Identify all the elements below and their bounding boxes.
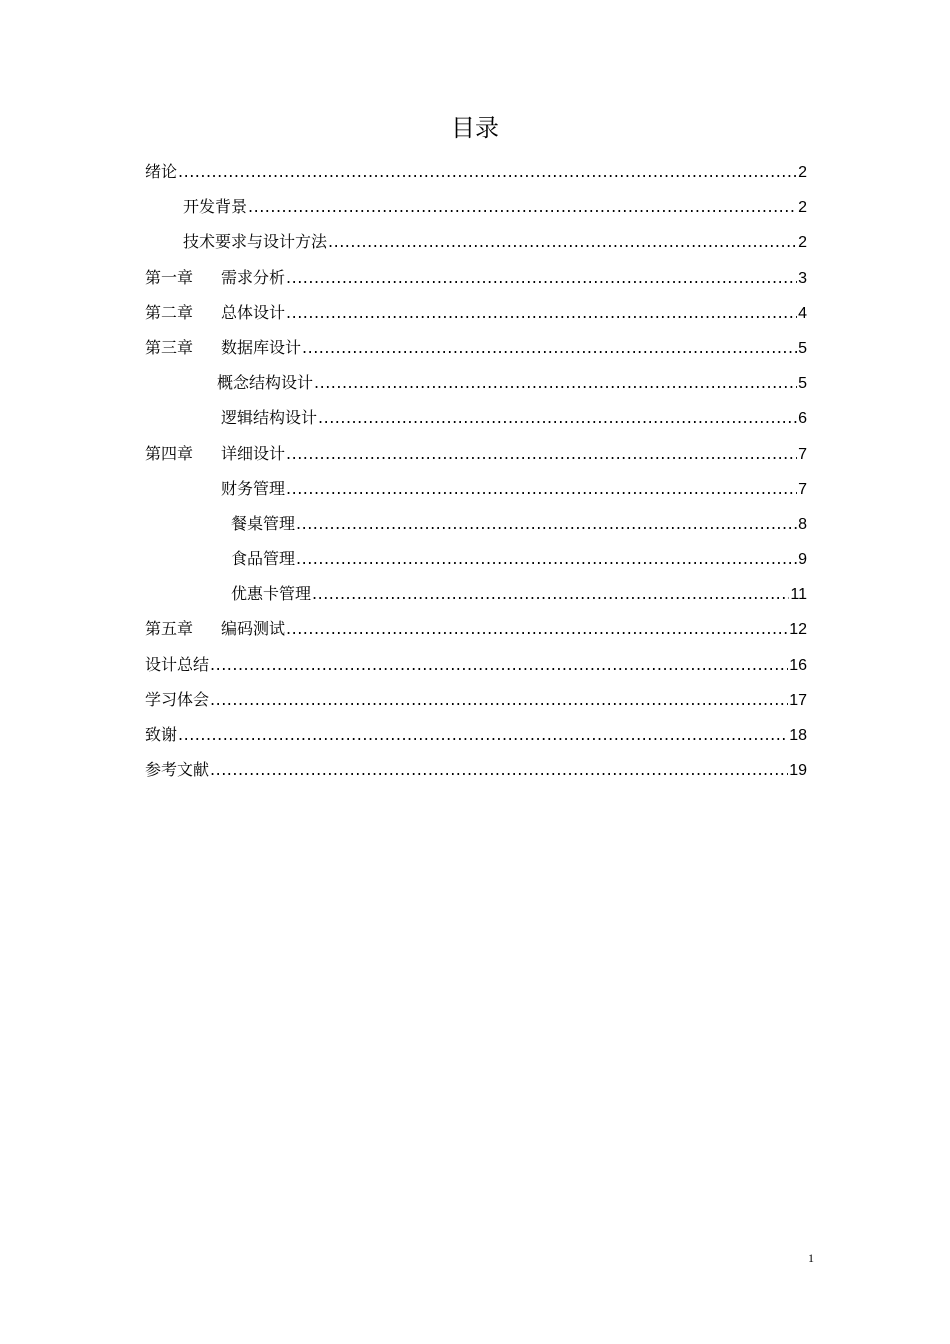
toc-entry-label: 致谢: [145, 725, 178, 744]
toc-entry-page: 17: [789, 691, 807, 709]
toc-entry[interactable]: [145, 295, 807, 330]
toc-chapter-number: 第二章: [145, 302, 194, 322]
toc-leader-dots: [314, 365, 797, 400]
toc-entry-label: 食品管理: [231, 549, 296, 569]
toc-entry-page: 6: [798, 410, 807, 428]
toc-entry-label: 绪论: [145, 162, 178, 181]
toc-entry[interactable]: [145, 576, 807, 611]
toc-entry[interactable]: [145, 154, 807, 189]
toc-entry-page: 18: [789, 727, 807, 744]
toc-entry[interactable]: [145, 330, 807, 365]
toc-entry-page: 8: [798, 515, 807, 533]
toc-entry[interactable]: [145, 682, 807, 717]
toc-leader-dots: [286, 260, 797, 295]
toc-entry-label: 财务管理: [221, 478, 286, 498]
toc-entry[interactable]: [145, 541, 807, 576]
toc-entry[interactable]: [145, 717, 807, 752]
toc-entry-page: 2: [798, 199, 807, 217]
toc-leader-dots: [302, 330, 797, 365]
toc-chapter-number: 第五章: [145, 619, 194, 639]
toc-entry[interactable]: [145, 611, 807, 646]
toc-entry-page: 5: [798, 339, 807, 357]
toc-entry[interactable]: [145, 647, 807, 682]
toc-entry-label: 技术要求与设计方法: [183, 232, 328, 252]
toc-leader-dots: [296, 541, 797, 576]
toc-leader-dots: [178, 717, 788, 752]
toc-leader-dots: [210, 647, 788, 682]
toc-entry-label: 数据库设计: [221, 337, 302, 357]
toc-entry-label: 逻辑结构设计: [221, 408, 318, 428]
toc-entry-label: 总体设计: [221, 302, 286, 322]
toc-leader-dots: [178, 154, 797, 189]
toc-entry-label: 学习体会: [145, 689, 210, 709]
toc-entry-label: 编码测试: [221, 619, 286, 639]
toc-entry-label: 详细设计: [221, 443, 286, 463]
toc-entry-label: 需求分析: [221, 267, 286, 287]
page-number: 1: [808, 1251, 814, 1265]
toc-entry-page: 9: [798, 551, 807, 569]
toc-entry-page: 7: [798, 480, 807, 498]
toc-leader-dots: [286, 471, 797, 506]
toc-leader-dots: [248, 189, 797, 224]
toc-leader-dots: [286, 436, 797, 471]
toc-entry-label: 概念结构设计: [217, 373, 314, 393]
toc-entry[interactable]: [145, 471, 807, 506]
toc-entry[interactable]: [145, 752, 807, 787]
toc-entry-label: 参考文献: [145, 760, 210, 780]
toc-leader-dots: [312, 576, 789, 611]
toc-entry-label: 设计总结: [145, 654, 210, 674]
toc-entry[interactable]: [145, 400, 807, 435]
toc-leader-dots: [328, 224, 797, 259]
toc-leader-dots: [286, 295, 797, 330]
toc-entry-page: 7: [798, 445, 807, 463]
toc-chapter-number: 第三章: [145, 337, 194, 357]
toc-entry-page: 12: [789, 621, 807, 639]
toc-entry-page: 19: [789, 762, 807, 780]
toc-entry-label: 餐桌管理: [231, 513, 296, 533]
toc-leader-dots: [286, 611, 788, 646]
toc-leader-dots: [318, 400, 797, 435]
toc-chapter-number: 第四章: [145, 443, 194, 463]
toc-entry-page: 5: [798, 375, 807, 393]
toc-entry-page: 11: [790, 586, 807, 604]
toc-leader-dots: [210, 752, 788, 787]
toc-entry-page: 2: [798, 234, 807, 252]
toc-entry-label: 优惠卡管理: [231, 584, 312, 604]
toc-entry[interactable]: [145, 365, 807, 400]
toc-entry[interactable]: [145, 436, 807, 471]
toc-entry-page: 3: [798, 269, 807, 287]
table-of-contents: [145, 154, 807, 787]
toc-leader-dots: [296, 506, 797, 541]
toc-entry[interactable]: [145, 260, 807, 295]
toc-entry[interactable]: [145, 506, 807, 541]
toc-entry[interactable]: [145, 189, 807, 224]
toc-title: 目录: [451, 114, 499, 142]
toc-entry-page: 2: [798, 164, 807, 181]
toc-entry-page: 16: [789, 656, 807, 674]
toc-entry[interactable]: [145, 224, 807, 259]
toc-entry-page: 4: [798, 304, 807, 322]
toc-leader-dots: [210, 682, 788, 717]
toc-entry-label: 开发背景: [183, 197, 248, 217]
toc-chapter-number: 第一章: [145, 267, 194, 287]
